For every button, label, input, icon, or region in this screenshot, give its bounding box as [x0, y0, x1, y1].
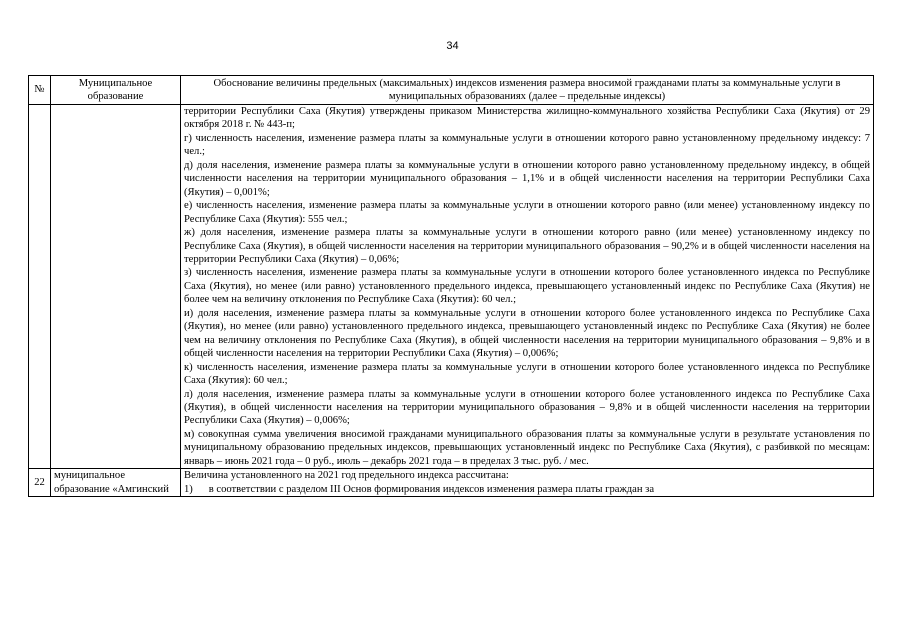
- paragraph: к) численность населения, изменение размера платы за коммунальные услуги в отношении которого более установленного индекса по Республике Саха (Якутия): 60 чел.;: [184, 361, 870, 387]
- municipality-cell: [51, 469, 181, 497]
- paragraph: г) численность населения, изменение размера платы за коммунальные услуги в отношении которого равно установленному предельному индексу: 7 чел.;: [184, 132, 870, 158]
- row-num-cell: [29, 105, 51, 469]
- page-number: 34: [446, 40, 459, 52]
- justification-table: [28, 75, 874, 497]
- header-municipality: Муниципальное образование: [51, 76, 181, 105]
- justification-cell: [181, 105, 874, 469]
- table-row: [29, 105, 874, 469]
- paragraph: л) доля населения, изменение размера платы за коммунальные услуги в отношении которого более установленного индекса по Республике Саха (Якутия), в общей численности населения на территории муниципального образования – 9,8% и в общей численности населения на территории Республики Саха (Якутия) – 0,006%;: [184, 388, 870, 427]
- paragraph: е) численность населения, изменение размера платы за коммунальные услуги в отношении которого равно (или менее) установленному индексу по Республике Саха (Якутия): 555 чел.;: [184, 200, 870, 225]
- paragraph: территории Республики Саха (Якутия) утверждены приказом Министерства жилищно-коммунального хозяйства Республики Саха (Якутия) от 29 октября 2018 г. № 443-п;: [184, 106, 870, 131]
- paragraph: Величина установленного на 2021 год предельного индекса рассчитана:: [184, 470, 509, 482]
- municipality-line: образование «Амгинский: [54, 483, 169, 495]
- paragraph: з) численность населения, изменение размера платы за коммунальные услуги в отношении которого более установленного индекса по Республике Саха (Якутия), но менее (или равно) установленного предельного индекса, превышающего установленный индекс по Республике Саха (Якутия) не более чем на величину отклонения по Республике Саха (Якутия): 60 чел.;: [184, 267, 870, 306]
- paragraph: и) доля населения, изменение размера платы за коммунальные услуги в отношении которого более установленного индекса по Республике Саха (Якутия), но менее (или равно) установленного предельного индекса, превышающего установленный индекс по Республике Саха (Якутия) не более чем на величину отклонения по Республике Саха (Якутия), в общей численности населения на территории муниципального образования – 9,8% и в общей численности населения на территории Республики Саха (Якутия) – 0,006%;: [184, 307, 870, 360]
- table-row: [29, 469, 874, 497]
- header-num: №: [29, 76, 51, 105]
- municipality-cell: [51, 105, 181, 469]
- municipality-line: муниципальное: [54, 470, 126, 482]
- row-number: 22: [29, 469, 51, 497]
- header-justification: Обоснование величины предельных (максимальных) индексов изменения размера вносимой гражданами платы за коммунальные услуги в муниципальных образованиях (далее – предельные индексы): [181, 76, 874, 105]
- paragraph: м) совокупная сумма увеличения вносимой гражданами муниципального образования платы за коммунальные услуги в результате установления по муниципальному образованию предельных индексов, превышающих установленный индекс по Республике Саха (Якутия), с разбивкой по месяцам: январь – июнь 2021 года – 0 руб., июль – декабрь 2021 года – в пределах 3 тыс. руб. / мес.: [184, 428, 870, 467]
- paragraph: 1) в соответствии с разделом III Основ формирования индексов изменения размера платы граждан за: [184, 483, 655, 495]
- paragraph: ж) доля населения, изменение размера платы за коммунальные услуги в отношении которого равно (или менее) установленному индексу по Республике Саха (Якутия), в общей численности населения на территории муниципального образования – 90,2% и в общей численности населения на территории Республики Саха (Якутия) – 0,06%;: [184, 227, 870, 265]
- table-header-row: [29, 76, 874, 105]
- paragraph: д) доля населения, изменение размера платы за коммунальные услуги в отношении которого равно установленному предельному индексу, в общей численности населения на территории муниципального образования – 1,1% и в общей численности населения на территории Республики Саха (Якутия) – 0,001%;: [184, 159, 870, 198]
- justification-cell: [181, 469, 874, 497]
